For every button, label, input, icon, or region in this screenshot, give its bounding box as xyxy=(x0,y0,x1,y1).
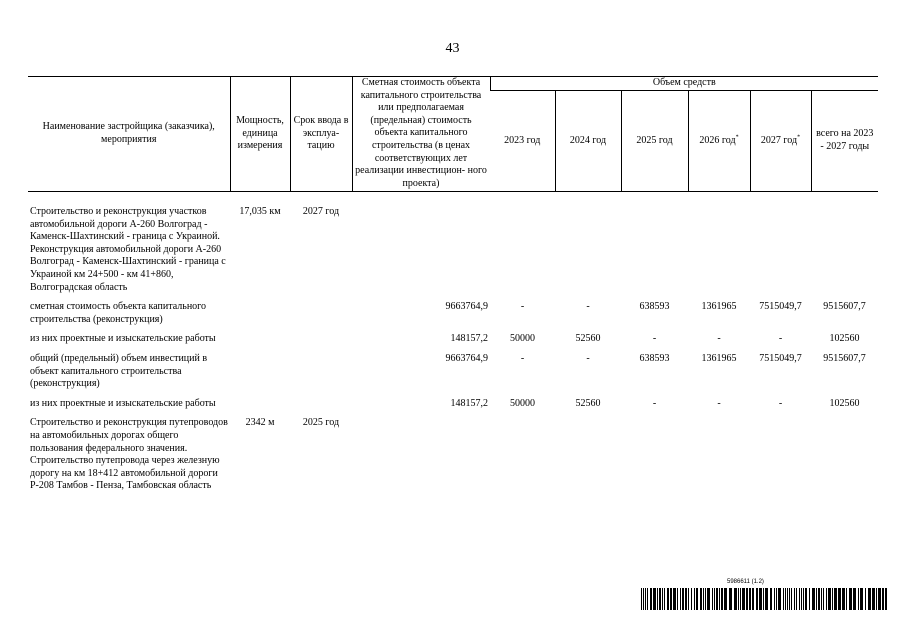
row-total xyxy=(811,417,878,493)
header-commissioning: Срок ввода в эксплуа- тацию xyxy=(290,77,352,192)
row-2023 xyxy=(490,417,555,493)
row-2025: - xyxy=(652,333,657,345)
row-2026 xyxy=(688,417,750,493)
row-total: 9515607,7 xyxy=(823,352,866,364)
row-commissioning: 2025 год xyxy=(302,417,340,429)
table-row xyxy=(28,301,878,333)
header-estimate: Сметная стоимость объекта капитального строительства или предполагаемая (предельная) стоимость объекта капитального строительства (в ценах соответствующих лет реализации инвестицион- ного проекта) xyxy=(352,77,490,192)
row-commissioning xyxy=(290,353,352,398)
table-row xyxy=(28,353,878,398)
row-capacity xyxy=(230,333,290,353)
row-capacity xyxy=(230,301,290,333)
row-estimate: 148157,2 xyxy=(450,333,488,345)
row-2023: 50000 xyxy=(510,333,535,345)
row-2026: - xyxy=(717,333,721,345)
row-2027 xyxy=(750,417,811,493)
row-2023: 50000 xyxy=(510,397,535,409)
row-2025: - xyxy=(652,397,657,409)
header-funds-volume: Объем средств xyxy=(490,77,878,91)
barcode-icon xyxy=(641,588,888,610)
row-2026: 1361965 xyxy=(701,301,737,313)
row-2026: 1361965 xyxy=(701,352,737,364)
row-capacity: 2342 м xyxy=(245,417,275,429)
row-2027: - xyxy=(778,333,783,345)
row-2024: - xyxy=(586,352,590,364)
header-capacity: Мощность, единица измерения xyxy=(230,77,290,192)
table-row xyxy=(28,398,878,418)
row-commissioning xyxy=(290,398,352,418)
row-total: 102560 xyxy=(829,333,860,345)
header-year-2027: 2027 год* xyxy=(750,91,811,192)
row-estimate: 148157,2 xyxy=(450,397,488,409)
row-2024: 52560 xyxy=(575,333,601,345)
header-total: всего на 2023 - 2027 годы xyxy=(811,91,878,192)
row-2023 xyxy=(490,206,555,301)
row-2023: - xyxy=(520,352,525,364)
row-capacity xyxy=(230,398,290,418)
row-name: общий (предельный) объем инвестиций в объект капитального строительства (реконструкция) xyxy=(30,352,208,390)
table-row xyxy=(28,206,878,301)
row-2025: 638593 xyxy=(639,301,670,313)
row-commissioning xyxy=(290,301,352,333)
row-total xyxy=(811,206,878,301)
table-row xyxy=(28,417,878,493)
row-name: сметная стоимость объекта капитального строительства (реконструкция) xyxy=(30,301,207,325)
row-capacity: 17,035 км xyxy=(239,206,281,217)
row-2024: - xyxy=(586,301,590,313)
footnote-mark: * xyxy=(735,134,739,141)
row-2026: - xyxy=(717,397,721,409)
row-2024 xyxy=(555,417,621,493)
row-2023: - xyxy=(520,301,525,313)
row-estimate: 9663764,9 xyxy=(445,301,488,313)
row-2025 xyxy=(621,417,688,493)
row-commissioning xyxy=(290,333,352,353)
footnote-mark: * xyxy=(797,134,801,141)
row-estimate xyxy=(352,417,490,493)
row-estimate xyxy=(352,206,490,301)
row-name: Строительство и реконструкция путепроводов на автомобильных дорогах общего пользования федерального значения. Строительство путепровода через железную дорогу на км 18+412 автомобильной дороги Р-208 Тамбов - Пенза, Тамбовская область xyxy=(30,417,228,492)
row-capacity xyxy=(230,353,290,398)
page-number: 43 xyxy=(445,41,460,56)
row-2027: - xyxy=(778,397,783,409)
investment-table xyxy=(28,76,878,493)
row-total: 102560 xyxy=(829,397,860,409)
header-year-2025: 2025 год xyxy=(621,91,688,192)
row-name: из них проектные и изыскательские работы xyxy=(30,333,216,345)
row-2027 xyxy=(750,206,811,301)
row-2025 xyxy=(621,206,688,301)
row-2026 xyxy=(688,206,750,301)
header-year-2024: 2024 год xyxy=(555,91,621,192)
row-name: из них проектные и изыскательские работы xyxy=(30,397,216,409)
row-estimate: 9663764,9 xyxy=(445,352,488,364)
row-2027: 7515049,7 xyxy=(759,352,802,364)
row-2024 xyxy=(555,206,621,301)
row-2025: 638593 xyxy=(639,352,670,364)
row-total: 9515607,7 xyxy=(823,301,866,313)
header-year-2026: 2026 год* xyxy=(688,91,750,192)
row-name: Строительство и реконструкция участков автомобильной дороги А-260 Волгоград - Каменск-Шахтинский - граница с Украиной. Реконструкция автомобильной дороги А-260 Волгоград - Каменск-Шахтинский - граница с Украиной км 24+500 - км 41+860, Волгоградская область xyxy=(30,206,226,293)
row-2027: 7515049,7 xyxy=(759,301,802,313)
row-commissioning: 2027 год xyxy=(302,206,340,217)
header-year-2023: 2023 год xyxy=(490,91,555,192)
row-2024: 52560 xyxy=(575,397,601,409)
header-name: Наименование застройщика (заказчика), мероприятия xyxy=(28,77,230,192)
barcode-caption: 5986611 (1.2) xyxy=(727,579,764,585)
table-row xyxy=(28,333,878,353)
